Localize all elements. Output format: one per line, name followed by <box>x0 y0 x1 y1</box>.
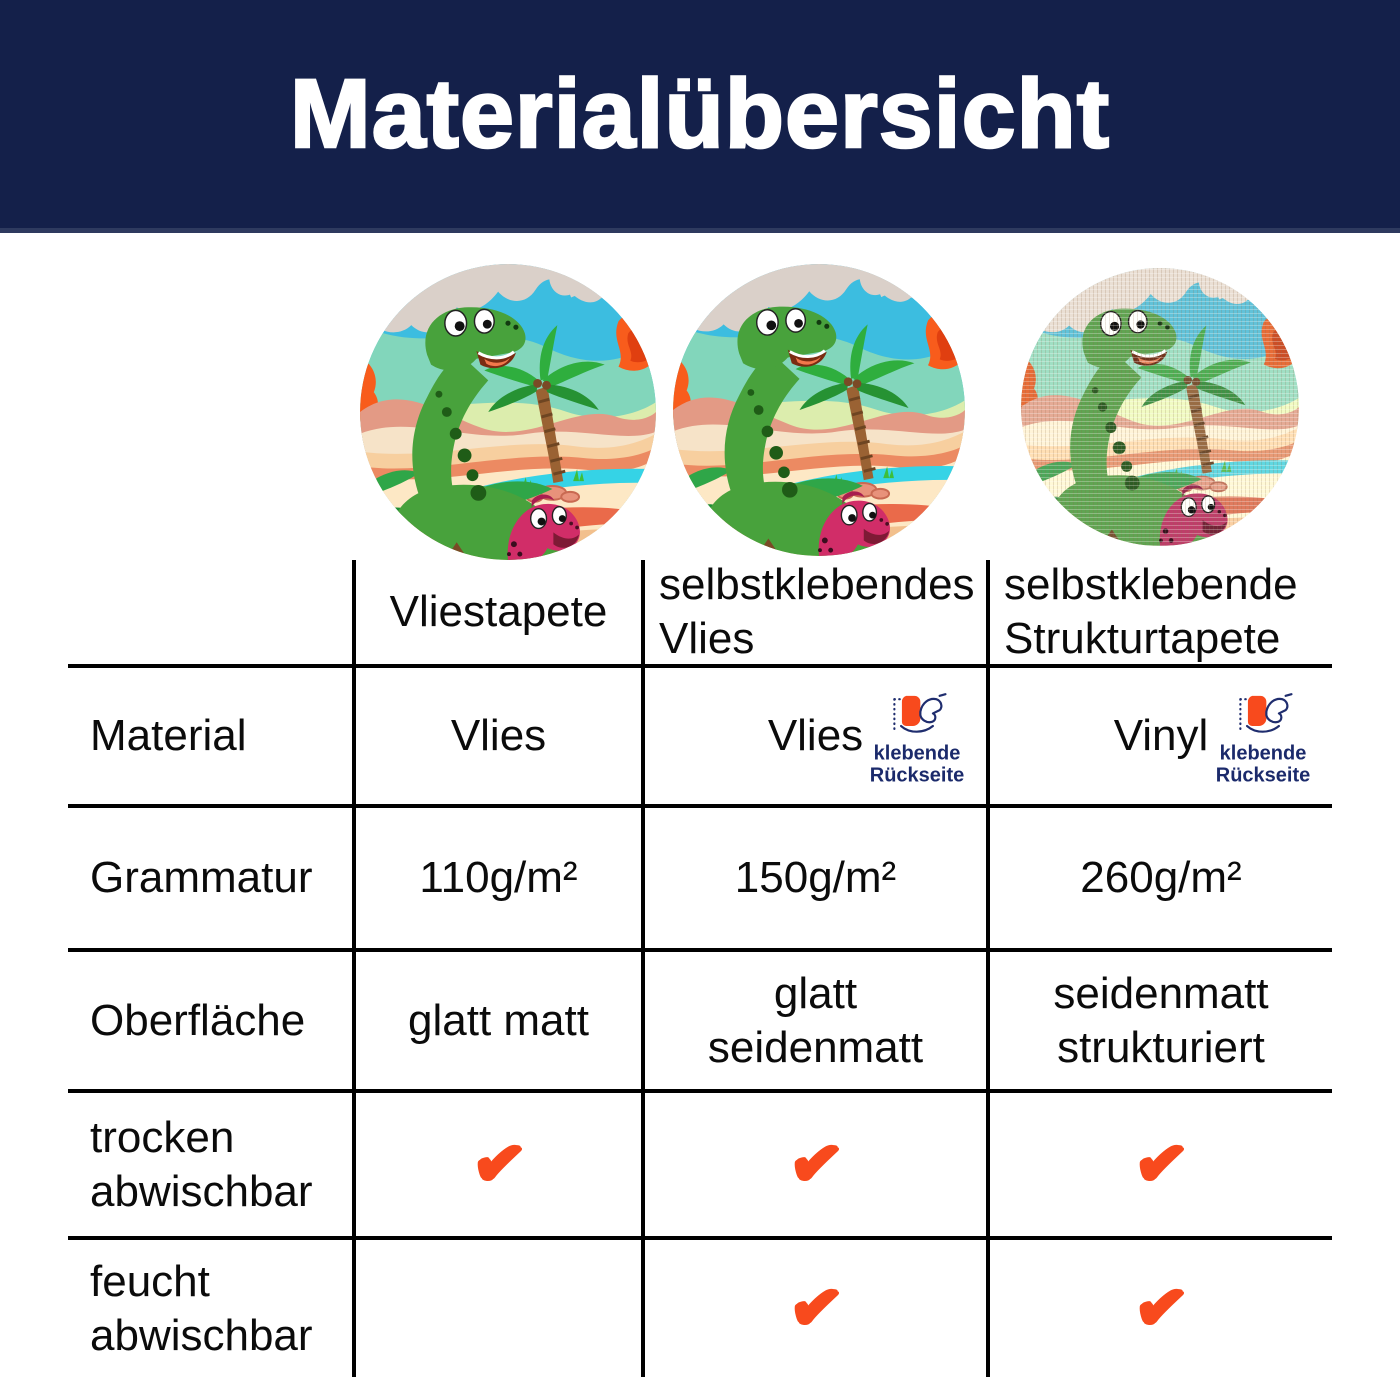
title-band <box>0 0 1400 233</box>
row-label-feucht-abwischbar: feucht abwischbar <box>90 1256 313 1360</box>
cell-grammatur-2: 150g/m² <box>645 808 990 952</box>
checkmark-icon: ✔ <box>786 1127 845 1202</box>
product-image-selbstklebendes-vlies <box>673 264 965 556</box>
adhesive-backing-label: klebende Rückseite <box>869 742 965 787</box>
adhesive-backing-icon <box>886 685 948 741</box>
cell-feucht-3 <box>990 1240 1332 1377</box>
cell-trocken-2 <box>645 1093 990 1240</box>
adhesive-backing-icon <box>1232 685 1294 741</box>
checkmark-icon: ✔ <box>786 1271 845 1346</box>
adhesive-backing-badge <box>856 685 978 788</box>
table-corner-cell <box>68 560 352 668</box>
cell-grammatur-3: 260g/m² <box>990 808 1332 952</box>
product-image-selbstklebende-strukturtapete <box>1021 268 1299 546</box>
checkmark-icon: ✔ <box>1131 1271 1191 1346</box>
dino-scene-illustration <box>673 264 965 556</box>
column-header-selbstklebende-strukturtapete: selbstklebende Strukturtapete <box>990 560 1332 668</box>
cell-trocken-1 <box>352 1093 645 1240</box>
dino-scene-illustration <box>360 264 656 560</box>
column-header-selbstklebendes-vlies: selbstklebendes Vlies <box>645 560 990 668</box>
cell-feucht-1 <box>352 1240 645 1377</box>
cell-trocken-3 <box>990 1093 1332 1240</box>
cell-feucht-2 <box>645 1240 990 1377</box>
row-label-grammatur: Grammatur <box>68 808 352 952</box>
dino-scene-illustration <box>1021 268 1299 546</box>
adhesive-backing-badge <box>1202 685 1324 788</box>
cell-oberflaeche-3: seidenmatt strukturiert <box>990 952 1332 1093</box>
cell-oberflaeche-2: glatt seidenmatt <box>645 952 990 1093</box>
cell-material-2: Vlies klebende Rückseite <box>645 668 990 808</box>
row-label-trocken-abwischbar: trocken abwischbar <box>68 1093 352 1240</box>
cell-oberflaeche-1: glatt matt <box>352 952 645 1093</box>
cell-material-3: Vinyl klebende Rückseite <box>990 668 1332 808</box>
material-comparison-table <box>68 560 1332 1377</box>
cell-material-1: Vlies <box>352 668 645 808</box>
checkmark-icon: ✔ <box>469 1127 528 1202</box>
column-header-vliestapete: Vliestapete <box>352 560 645 668</box>
cell-grammatur-1: 110g/m² <box>352 808 645 952</box>
product-image-vliestapete <box>360 264 656 560</box>
row-label-oberflaeche: Oberfläche <box>68 952 352 1093</box>
page-title: Materialübersicht <box>289 59 1111 168</box>
row-label-material: Material <box>68 668 352 808</box>
adhesive-backing-label: klebende Rückseite <box>1215 742 1311 787</box>
checkmark-icon: ✔ <box>1131 1127 1191 1202</box>
